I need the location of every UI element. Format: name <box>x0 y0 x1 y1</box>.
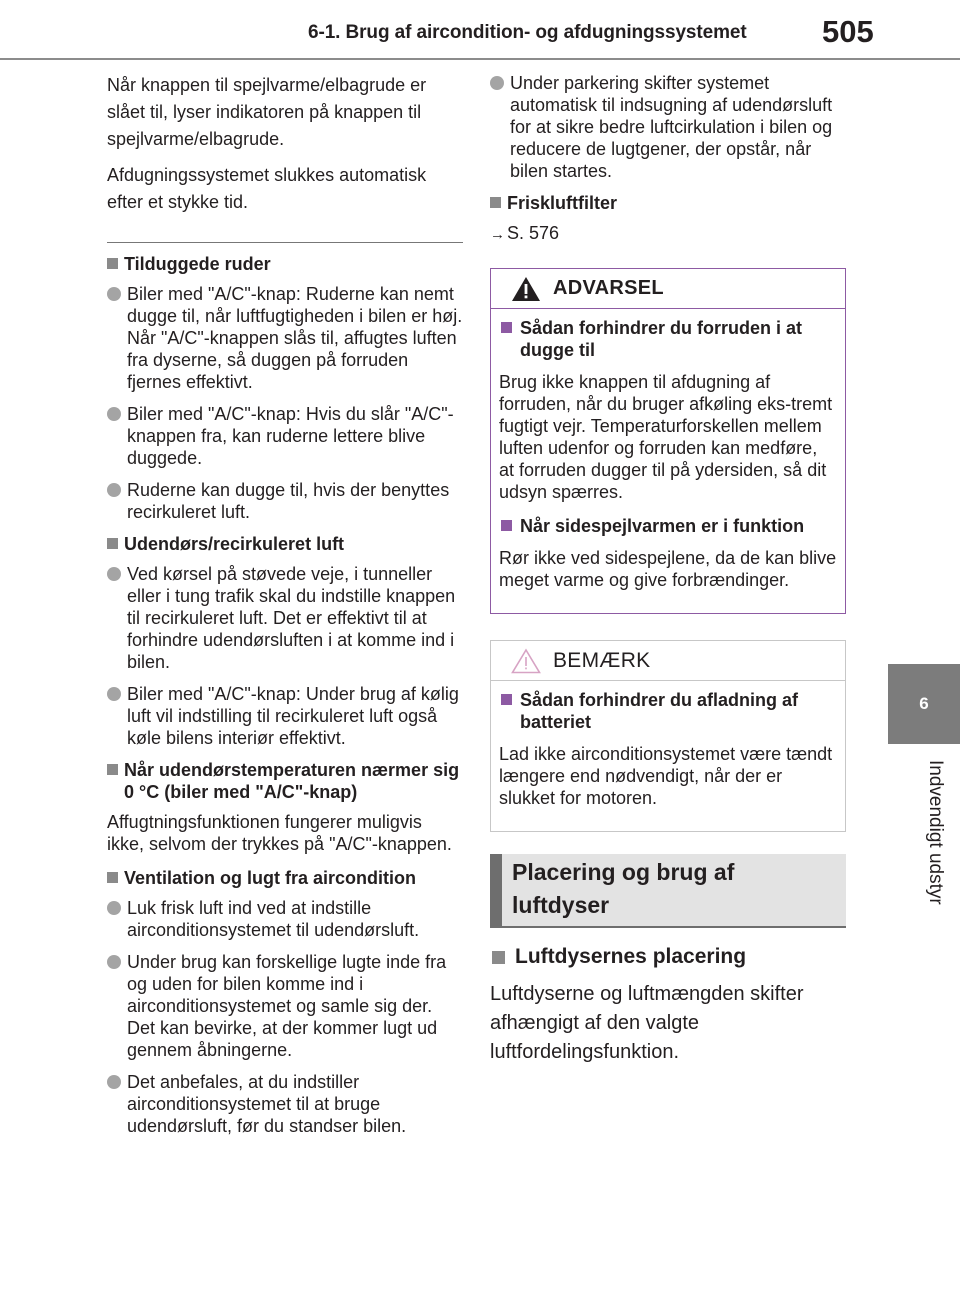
subsection-heading: Luftdysernes placering <box>490 944 846 970</box>
subsection-heading: Ventilation og lugt fra aircondition <box>107 867 463 889</box>
warning-item-heading: Når sidespejlvarmen er i funktion <box>499 515 837 537</box>
subsection-heading: Udendørs/recirkuleret luft <box>107 533 463 555</box>
circle-bullet-icon <box>107 287 121 301</box>
circle-bullet-icon <box>107 567 121 581</box>
page-reference[interactable]: → S. 576 <box>490 223 560 243</box>
circle-bullet-icon <box>107 901 121 915</box>
square-bullet-icon <box>501 322 512 333</box>
square-bullet-icon <box>107 872 118 883</box>
square-bullet-icon <box>492 951 505 964</box>
subsection-heading: Når udendørstemperaturen nærmer sig 0 °C (biler med "A/C"-knap) <box>107 759 463 803</box>
circle-bullet-icon <box>107 483 121 497</box>
intro-paragraph-2: Afdugningssystemet slukkes automatisk efter et stykke tid. <box>107 165 427 212</box>
square-bullet-icon <box>501 520 512 531</box>
note-item-heading: Sådan forhindrer du afladning af batteriet <box>499 689 837 733</box>
warning-body <box>491 309 845 613</box>
caution-triangle-icon <box>511 648 541 674</box>
page-header <box>0 0 960 66</box>
note-header <box>491 641 845 681</box>
left-column <box>107 72 463 1147</box>
list-item: Luk frisk luft ind ved at indstille airconditionsystemet til udendørsluft. <box>107 897 463 941</box>
square-bullet-icon <box>107 538 118 549</box>
section-heading-bar <box>490 854 502 928</box>
intro-paragraph-1: Når knappen til spejlvarme/elbagrude er slået til, lyser indikatoren på knappen til spejlvarme/elbagrude. <box>107 75 427 149</box>
subsection-text: Affugtningsfunktionen fungerer muligvis ikke, selvom der trykkes på "A/C"-knappen. <box>107 812 452 854</box>
circle-bullet-icon <box>107 1075 121 1089</box>
warning-item-text: Rør ikke ved sidespejlene, da de kan blive meget varme og give forbrændinger. <box>499 548 837 590</box>
subsection-heading: Friskluftfilter <box>490 192 846 214</box>
page-number: 505 <box>822 14 874 49</box>
square-bullet-icon <box>501 694 512 705</box>
list-item: Under parkering skifter systemet automatisk til indsugning af udendørsluft for at sikre bedre luftcirkulation i bilen og reducere de lugtgener, der opstår, når bilen startes. <box>490 72 846 182</box>
chapter-number: 6 <box>919 694 929 713</box>
note-body <box>491 681 845 831</box>
circle-bullet-icon <box>107 955 121 969</box>
square-bullet-icon <box>107 258 118 269</box>
section-divider <box>107 242 463 243</box>
warning-item-text: Brug ikke knappen til afdugning af forruden, når du bruger afkøling eks-tremt fugtigt vejr. Temperaturforskellen mellem luften udenfor og forruden kan medføre, at forruden dugger til på ydersiden, så dit udsyn spærres. <box>499 372 833 502</box>
note-title: BEMÆRK <box>553 648 651 672</box>
square-bullet-icon <box>490 197 501 208</box>
header-title: 6-1. Brug af aircondition- og afdugningssystemet <box>308 22 747 43</box>
note-box <box>490 640 846 832</box>
circle-bullet-icon <box>490 76 504 90</box>
list-item: Ruderne kan dugge til, hvis der benyttes recirkuleret luft. <box>107 479 463 523</box>
warning-title: ADVARSEL <box>553 277 664 299</box>
circle-bullet-icon <box>107 687 121 701</box>
arrow-right-icon: → <box>490 226 505 243</box>
warning-header <box>491 269 845 309</box>
chapter-tab[interactable] <box>888 664 960 744</box>
right-column <box>490 72 846 1067</box>
chapter-label: Indvendigt udstyr <box>925 760 946 905</box>
header-rule <box>0 58 960 60</box>
list-item: Biler med "A/C"-knap: Hvis du slår "A/C"-knappen fra, kan ruderne lettere blive duggede. <box>107 403 463 469</box>
list-item: Biler med "A/C"-knap: Under brug af kølig luft vil indstilling til recirkuleret luft også køle bilens interiør effektivt. <box>107 683 463 749</box>
warning-box <box>490 268 846 614</box>
circle-bullet-icon <box>107 407 121 421</box>
subsection-heading: Tilduggede ruder <box>107 253 463 275</box>
section-heading <box>490 854 846 928</box>
section-title: Placering og brug af luftdyser <box>512 859 735 918</box>
note-item-text: Lad ikke airconditionsystemet være tændt længere end nødvendigt, når der er slukket for motoren. <box>499 744 833 808</box>
list-item: Biler med "A/C"-knap: Ruderne kan nemt dugge til, når luftfugtigheden i bilen er høj. Når "A/C"-knappen slås til, affugtes luften fra dyserne, så duggen på forruden fjernes effektivt. <box>107 283 463 393</box>
list-item: Under brug kan forskellige lugte inde fra og uden for bilen komme ind i airconditionsystemet og samle sig der. Det kan bevirke, at der kommer lugt ud gennem åbningerne. <box>107 951 463 1061</box>
warning-triangle-icon <box>511 276 541 302</box>
square-bullet-icon <box>107 764 118 775</box>
list-item: Ved kørsel på støvede veje, i tunneller eller i tung trafik skal du indstille knappen til recirkuleret luft. Det er effektivt til at forhindre udendørsluften i at komme ind i bilen. <box>107 563 463 673</box>
subsection-text: Luftdyserne og luftmængden skifter afhængigt af den valgte luftfordelingsfunktion. <box>490 983 804 1063</box>
list-item: Det anbefales, at du indstiller airconditionsystemet til at bruge udendørsluft, før du standser bilen. <box>107 1071 463 1137</box>
warning-item-heading: Sådan forhindrer du forruden i at dugge til <box>499 317 837 361</box>
